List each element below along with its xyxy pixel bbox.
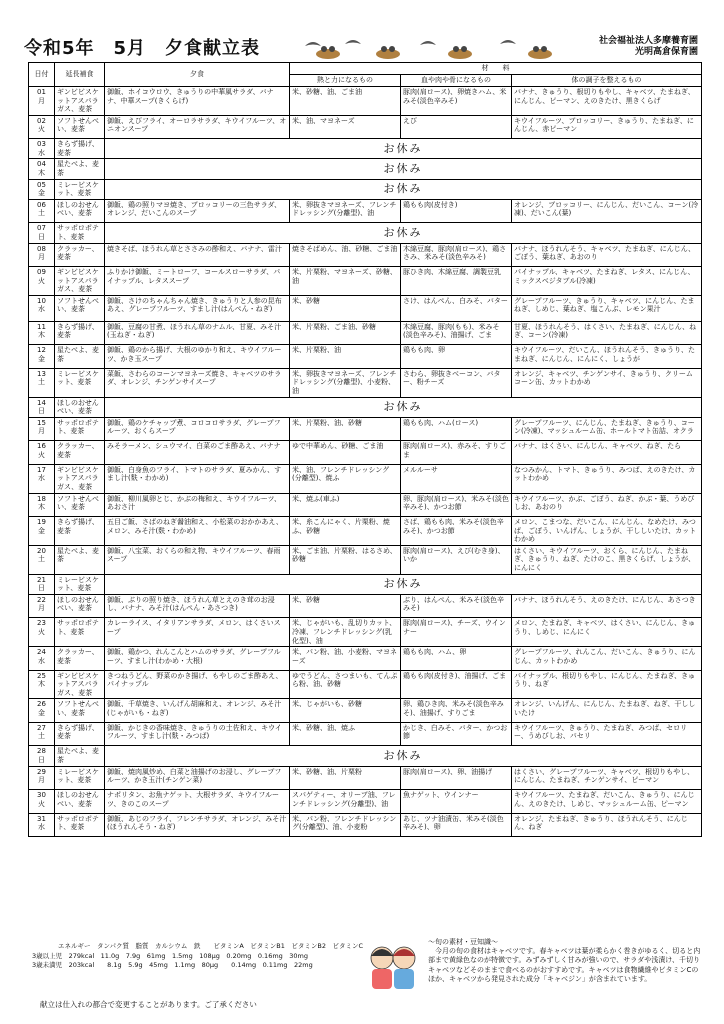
weekday: 木 <box>38 331 45 340</box>
date-number: 28 <box>37 747 46 756</box>
closed-label: お休み <box>105 397 702 417</box>
body-building-foods-cell: えび <box>401 115 512 139</box>
day-cell <box>29 699 55 723</box>
menu-row <box>29 417 702 441</box>
day-cell <box>29 267 55 296</box>
menu-row <box>29 517 702 546</box>
snack-cell: ミレービスケット、麦茶 <box>55 179 105 199</box>
date-number: 02 <box>37 116 46 125</box>
regulating-foods-cell: オレンジ、たまねぎ、きゅうり、ほうれんそう、にんじん、ねぎ <box>512 813 702 837</box>
day-cell <box>29 746 55 766</box>
menu-row <box>29 441 702 465</box>
menu-row <box>29 87 702 116</box>
body-building-foods-cell: さば、鶏もも肉、米みそ(淡色辛みそ)、かつお節 <box>401 517 512 546</box>
menu-row <box>29 493 702 517</box>
snack-cell: きらず揚げ、麦茶 <box>55 321 105 345</box>
body-building-foods-cell: 鶏もも肉(皮付き)、油揚げ、ごま <box>401 670 512 699</box>
regulating-foods-cell: オレンジ、キャベツ、チンゲンサイ、きゅうり、クリームコーン缶、カットわかめ <box>512 368 702 397</box>
regulating-foods-cell: メロン、たまねぎ、キャベツ、はくさい、にんじん、きゅうり、しめじ、にんにく <box>512 618 702 647</box>
header-red-group: 熱と力になるもの <box>290 75 401 87</box>
weekday: 金 <box>38 708 45 717</box>
weekday: 日 <box>38 407 45 416</box>
regulating-foods-cell: バナナ、ほうれんそう、えのきたけ、にんじん、あさつき <box>512 594 702 618</box>
body-building-foods-cell: 鶏もも肉、卵 <box>401 345 512 369</box>
day-cell <box>29 139 55 159</box>
body-building-foods-cell: さわら、卵抜きベーコン、バター、粉チーズ <box>401 368 512 397</box>
date-number: 21 <box>37 575 46 584</box>
date-number: 23 <box>37 619 46 628</box>
energy-foods-cell: 米、砂糖、油、片栗粉 <box>290 766 401 790</box>
menu-row <box>29 159 702 179</box>
weekday: 木 <box>38 680 45 689</box>
energy-foods-cell: 米、卵抜きマヨネーズ、フレンチドレッシング(分離型)、小麦粉、油 <box>290 368 401 397</box>
dinner-menu-cell: 御飯、あじのフライ、フレンチサラダ、オレンジ、みそ汁(ほうれんそう・ねぎ) <box>105 813 290 837</box>
date-number: 31 <box>37 814 46 823</box>
weekday: 木 <box>38 503 45 512</box>
snack-cell: 星たべよ、麦茶 <box>55 159 105 179</box>
page-title: 令和5年 5月 夕食献立表 <box>24 38 261 59</box>
bird-nest-illustration <box>300 36 580 60</box>
day-cell <box>29 397 55 417</box>
weekday: 日 <box>38 232 45 241</box>
day-cell <box>29 115 55 139</box>
tips-body: 今月の旬の食材はキャベツです。春キャベツは葉が柔らかく巻きがゆるく、切ると内部まで黄緑色なのが特徴です。みずみずしく甘みが強いので、サラダや浅漬け、千切りキャベツなどそのままで食べるのがおすすめです。キャベツは食物繊維やビタミンCのほか、キャベツから発見された成分「キャベジン」が含まれています。 <box>428 947 701 983</box>
date-number: 05 <box>37 180 46 189</box>
day-cell <box>29 813 55 837</box>
dinner-menu-cell: 御飯、白身魚のフライ、トマトのサラダ、夏みかん、すまし汁(麩・わかめ) <box>105 464 290 493</box>
energy-foods-cell: 米、油、マヨネーズ <box>290 115 401 139</box>
org-line-1: 社会福祉法人多摩養育園 <box>598 36 698 46</box>
snack-cell: ミレービスケット、麦茶 <box>55 368 105 397</box>
day-cell <box>29 766 55 790</box>
dinner-menu-cell: 御飯、鶏のケチャップ煮、コロコロサラダ、グレープフルーツ、おくらスープ <box>105 417 290 441</box>
weekday: 土 <box>38 555 45 564</box>
weekday: 土 <box>38 209 45 218</box>
children-illustration <box>360 936 426 994</box>
menu-row <box>29 766 702 790</box>
energy-foods-cell: 米、じゃがいも、乱切りカット、冷凍、フレンチドレッシング(乳化型)、油 <box>290 618 401 647</box>
closed-label: お休み <box>105 223 702 243</box>
energy-foods-cell: ゆでうどん、さつまいも、てんぷら粉、油、砂糖 <box>290 670 401 699</box>
snack-cell: ギンビビスケットアスパラガス、麦茶 <box>55 267 105 296</box>
regulating-foods-cell: キウイフルーツ、だいこん、ほうれんそう、きゅうり、たまねぎ、にんじん、にんにく、しょうが <box>512 345 702 369</box>
body-building-foods-cell: 卵、鶏ひき肉、米みそ(淡色辛みそ)、油揚げ、すりごま <box>401 699 512 723</box>
weekday: 水 <box>38 474 45 483</box>
regulating-foods-cell: バナナ、ほうれんそう、キャベツ、たまねぎ、にんじん、ごぼう、葉ねぎ、あおのり <box>512 243 702 267</box>
menu-row <box>29 368 702 397</box>
regulating-foods-cell: キウイフルーツ、きゅうり、たまねぎ、みつば、セロリー、うめびしお、パセリ <box>512 722 702 746</box>
energy-foods-cell: ゆで中華めん、砂糖、ごま油 <box>290 441 401 465</box>
weekday: 火 <box>38 276 45 285</box>
snack-cell: きらず揚げ、麦茶 <box>55 517 105 546</box>
dinner-menu-cell: 御飯、ホイコウロウ、きゅうりの中華風サラダ、バナナ、中華スープ(きくらげ) <box>105 87 290 116</box>
dinner-menu-cell: 御飯、鶏かつ、れんこんとハムのサラダ、グレープフルーツ、すまし汁(わかめ・大根) <box>105 647 290 671</box>
regulating-foods-cell: メロン、こまつな、だいこん、にんじん、なめたけ、みつば、ごぼう、いんげん、しょうが、干ししいたけ、カットわかめ <box>512 517 702 546</box>
date-number: 03 <box>37 140 46 149</box>
regulating-foods-cell: なつみかん、トマト、きゅうり、みつば、えのきたけ、カットわかめ <box>512 464 702 493</box>
date-number: 25 <box>37 671 46 680</box>
snack-cell: ソフトせんべい、麦茶 <box>55 699 105 723</box>
regulating-foods-cell: オレンジ、ブロッコリー、にんじん、だいこん、コーン(冷凍)、だいこん(葉) <box>512 199 702 223</box>
closed-label: お休み <box>105 159 702 179</box>
body-building-foods-cell: 豚肉(肩ロース)、赤みそ、すりごま <box>401 441 512 465</box>
date-number: 16 <box>37 442 46 451</box>
body-building-foods-cell: 卵、豚肉(肩ロース)、米みそ(淡色辛みそ)、かつお節 <box>401 493 512 517</box>
day-cell <box>29 199 55 223</box>
menu-row <box>29 618 702 647</box>
weekday: 水 <box>38 305 45 314</box>
snack-cell: ほしのおせんべい、麦茶 <box>55 594 105 618</box>
date-number: 09 <box>37 268 46 277</box>
body-building-foods-cell: 鶏もも肉、ハム(ロース) <box>401 417 512 441</box>
weekday: 金 <box>38 189 45 198</box>
footer <box>28 936 701 996</box>
date-number: 17 <box>37 465 46 474</box>
body-building-foods-cell: 鶏もも肉(皮付き) <box>401 199 512 223</box>
snack-cell: ギンビビスケットアスパラガス、麦茶 <box>55 464 105 493</box>
menu-table <box>28 62 702 837</box>
energy-foods-cell: 米、卵抜きマヨネーズ、フレンチドレッシング(分離型)、油 <box>290 199 401 223</box>
weekday: 土 <box>38 378 45 387</box>
day-cell <box>29 647 55 671</box>
regulating-foods-cell: キウイフルーツ、たまねぎ、だいこん、きゅうり、にんじん、えのきたけ、しめじ、マッシュルーム缶、ピーマン <box>512 790 702 814</box>
date-number: 26 <box>37 700 46 709</box>
body-building-foods-cell: 豚肉(肩ロース)、チーズ、ウインナー <box>401 618 512 647</box>
snack-cell: 星たべよ、麦茶 <box>55 746 105 766</box>
header-green-group: 体の調子を整えるもの <box>512 75 702 87</box>
date-number: 14 <box>37 398 46 407</box>
weekday: 月 <box>38 427 45 436</box>
weekday: 火 <box>38 125 45 134</box>
weekday: 金 <box>38 526 45 535</box>
dinner-menu-cell: みそラーメン、シュウマイ、白菜のごま酢あえ、バナナ <box>105 441 290 465</box>
nutrition-table: エネルギー タンパク質 脂質 カルシウム 鉄 ビタミンA ビタミンB1 ビタミンB2 ビタミンC 3歳以上児 279kcal 11.0g 7.9g 61mg 1.5mg 108μg 0.20mg 0.16mg 30mg 3歳未満児 203kcal 8.1g 5.9g 45mg 1.1mg 80μg 0.14mg 0.11mg 22mg <box>32 942 363 969</box>
menu-row <box>29 647 702 671</box>
date-number: 24 <box>37 648 46 657</box>
weekday: 水 <box>38 148 45 157</box>
day-cell <box>29 594 55 618</box>
energy-foods-cell: 米、片栗粉、ごま油、砂糖 <box>290 321 401 345</box>
menu-row <box>29 199 702 223</box>
body-building-foods-cell: 豚肉(肩ロース)、卵、油揚げ <box>401 766 512 790</box>
header-yellow-group: 血や肉や骨になるもの <box>401 75 512 87</box>
energy-foods-cell: 米、じゃがいも、砂糖 <box>290 699 401 723</box>
snack-cell: ソフトせんべい、麦茶 <box>55 295 105 321</box>
weekday: 日 <box>38 755 45 764</box>
regulating-foods-cell: グレープフルーツ、きゅうり、キャベツ、にんじん、たまねぎ、しめじ、葉ねぎ、塩こんぶ、レモン果汁 <box>512 295 702 321</box>
weekday: 木 <box>38 169 45 178</box>
body-building-foods-cell: ぶり、はんぺん、米みそ(淡色辛みそ) <box>401 594 512 618</box>
closed-label: お休み <box>105 179 702 199</box>
menu-row <box>29 397 702 417</box>
body-building-foods-cell: メルルーサ <box>401 464 512 493</box>
snack-cell: クラッカー、麦茶 <box>55 441 105 465</box>
date-number: 08 <box>37 244 46 253</box>
day-cell <box>29 295 55 321</box>
snack-cell: ミレービスケット、麦茶 <box>55 574 105 594</box>
dinner-menu-cell: 御飯、千草焼き、いんげん胡麻和え、オレンジ、みそ汁(じゃがいも・ねぎ) <box>105 699 290 723</box>
body-building-foods-cell: さけ、はんぺん、白みそ、バター <box>401 295 512 321</box>
weekday: 土 <box>38 732 45 741</box>
day-cell <box>29 87 55 116</box>
snack-cell: ソフトせんべい、麦茶 <box>55 115 105 139</box>
dinner-menu-cell: カレーライス、イタリアンサラダ、メロン、はくさいスープ <box>105 618 290 647</box>
header-dinner: 夕食 <box>105 63 290 87</box>
menu-row <box>29 139 702 159</box>
snack-cell: ギンビビスケットアスパラガス、麦茶 <box>55 87 105 116</box>
snack-cell: クラッカー、麦茶 <box>55 243 105 267</box>
snack-cell: サッポロポテト、麦茶 <box>55 417 105 441</box>
dinner-menu-cell: 御飯、柳川風卵とじ、かぶの梅和え、キウイフルーツ、あおさ汁 <box>105 493 290 517</box>
energy-foods-cell: 米、砂糖、油、焼ふ <box>290 722 401 746</box>
energy-foods-cell: 米、砂糖、油、ごま油 <box>290 87 401 116</box>
date-number: 04 <box>37 160 46 169</box>
date-number: 12 <box>37 346 46 355</box>
snack-cell: クラッカー、麦茶 <box>55 647 105 671</box>
org-line-2: 光明高倉保育園 <box>634 47 698 57</box>
tips-title: ～旬の素材・豆知識～ <box>428 938 498 946</box>
closed-label: お休み <box>105 139 702 159</box>
day-cell <box>29 464 55 493</box>
energy-foods-cell: 米、片栗粉、油、砂糖 <box>290 417 401 441</box>
energy-foods-cell: 米、焼ふ(車ふ) <box>290 493 401 517</box>
menu-row <box>29 223 702 243</box>
day-cell <box>29 493 55 517</box>
energy-foods-cell: 米、糸こんにゃく、片栗粉、焼ふ、砂糖 <box>290 517 401 546</box>
body-building-foods-cell: 豚ひき肉、木綿豆腐、調製豆乳 <box>401 267 512 296</box>
dinner-menu-cell: 菜飯、さわらのコーンマヨネーズ焼き、キャベツのサラダ、オレンジ、チンゲンサイスープ <box>105 368 290 397</box>
snack-cell: きらず揚げ、麦茶 <box>55 139 105 159</box>
dinner-menu-cell: 焼きそば、ほうれん草とささみの酢和え、バナナ、雷汁 <box>105 243 290 267</box>
weekday: 水 <box>38 823 45 832</box>
energy-foods-cell: 米、砂糖 <box>290 295 401 321</box>
day-cell <box>29 345 55 369</box>
body-building-foods-cell: かじき、白みそ、バター、かつお節 <box>401 722 512 746</box>
menu-row <box>29 813 702 837</box>
menu-row <box>29 790 702 814</box>
regulating-foods-cell: 甘夏、ほうれんそう、はくさい、たまねぎ、にんじん、ねぎ、コーン(冷凍) <box>512 321 702 345</box>
snack-cell: ほしのおせんべい、麦茶 <box>55 199 105 223</box>
day-cell <box>29 321 55 345</box>
change-notice: 献立は仕入れの都合で変更することがあります。ご了承ください <box>40 1000 257 1009</box>
body-building-foods-cell: あじ、ツナ油漬缶、米みそ(淡色辛みそ)、卵 <box>401 813 512 837</box>
menu-row <box>29 574 702 594</box>
regulating-foods-cell: パイナップル、根切りもやし、にんじん、たまねぎ、きゅうり、ねぎ <box>512 670 702 699</box>
dinner-menu-cell: 御飯、焼肉風炒め、白菜と油揚げのお浸し、グレープフルーツ、かき玉汁(チンゲン菜) <box>105 766 290 790</box>
date-number: 06 <box>37 200 46 209</box>
dinner-menu-cell: 御飯、ぶりの照り焼き、ほうれん草とえのき茸のお浸し、バナナ、みそ汁(はんぺん・あさつき) <box>105 594 290 618</box>
weekday: 金 <box>38 354 45 363</box>
regulating-foods-cell: バナナ、きゅうり、根切りもやし、キャベツ、たまねぎ、にんじん、ピーマン、えのきたけ、黒きくらげ <box>512 87 702 116</box>
snack-cell: ほしのおせんべい、麦茶 <box>55 397 105 417</box>
energy-foods-cell: 米、砂糖 <box>290 594 401 618</box>
snack-cell: ギンビビスケットアスパラガス、麦茶 <box>55 670 105 699</box>
weekday: 月 <box>38 604 45 613</box>
day-cell <box>29 441 55 465</box>
dinner-menu-cell: 御飯、鶏のから揚げ、大根のゆかり和え、キウイフルーツ、かき玉スープ <box>105 345 290 369</box>
energy-foods-cell: 米、油、フレンチドレッシング(分離型)、焼ふ <box>290 464 401 493</box>
energy-foods-cell: 米、ごま油、片栗粉、はるさめ、砂糖 <box>290 545 401 574</box>
weekday: 月 <box>38 776 45 785</box>
snack-cell: 星たべよ、麦茶 <box>55 545 105 574</box>
day-cell <box>29 417 55 441</box>
body-building-foods-cell: 豚肉(肩ロース)、卵焼きハム、米みそ(淡色辛みそ) <box>401 87 512 116</box>
regulating-foods-cell: グレープフルーツ、れんこん、だいこん、きゅうり、にんじん、カットわかめ <box>512 647 702 671</box>
menu-row <box>29 722 702 746</box>
date-number: 22 <box>37 595 46 604</box>
regulating-foods-cell: キウイフルーツ、ブロッコリー、きゅうり、たまねぎ、にんじん、赤ピーマン <box>512 115 702 139</box>
energy-foods-cell: 米、パン粉、油、小麦粉、マヨネーズ <box>290 647 401 671</box>
dinner-menu-cell: 五目ご飯、さばのねぎ醤油和え、小松菜のおかかあえ、メロン、みそ汁(麩・わかめ) <box>105 517 290 546</box>
header-day: 日付 <box>29 63 55 87</box>
menu-row <box>29 464 702 493</box>
dinner-menu-cell: 御飯、かじきの香味焼き、きゅうりの土佐和え、キウイフルーツ、すまし汁(麩・みつば) <box>105 722 290 746</box>
snack-cell: ほしのおせんべい、麦茶 <box>55 790 105 814</box>
menu-row <box>29 345 702 369</box>
day-cell <box>29 159 55 179</box>
menu-row <box>29 594 702 618</box>
weekday: 火 <box>38 627 45 636</box>
menu-row <box>29 295 702 321</box>
regulating-foods-cell: キウイフルーツ、かぶ、ごぼう、ねぎ、かぶ・葉、うめびしお、あおのり <box>512 493 702 517</box>
date-number: 30 <box>37 791 46 800</box>
regulating-foods-cell: グレープフルーツ、にんじん、たまねぎ、きゅうり、コーン(冷凍)、マッシュルーム缶、ホールトマト缶詰、オクラ <box>512 417 702 441</box>
date-number: 07 <box>37 224 46 233</box>
dinner-menu-cell: きつねうどん、野菜のかき揚げ、もやしのごま酢あえ、パイナップル <box>105 670 290 699</box>
date-number: 10 <box>37 296 46 305</box>
day-cell <box>29 368 55 397</box>
menu-row <box>29 699 702 723</box>
organization-name <box>599 36 698 58</box>
day-cell <box>29 670 55 699</box>
day-cell <box>29 517 55 546</box>
body-building-foods-cell: 木綿豆腐、豚肉(肩ロース)、鶏ささみ、米みそ(淡色辛みそ) <box>401 243 512 267</box>
menu-row <box>29 115 702 139</box>
dinner-menu-cell: ナポリタン、お魚ナゲット、大根サラダ、キウイフルーツ、きのこのスープ <box>105 790 290 814</box>
snack-cell: きらず揚げ、麦茶 <box>55 722 105 746</box>
energy-foods-cell: 米、片栗粉、マヨネーズ、砂糖、油 <box>290 267 401 296</box>
day-cell <box>29 574 55 594</box>
energy-foods-cell: 米、パン粉、フレンチドレッシング(分離型)、油、小麦粉 <box>290 813 401 837</box>
header-snack: 延長補食 <box>55 63 105 87</box>
menu-row <box>29 321 702 345</box>
menu-row <box>29 670 702 699</box>
body-building-foods-cell: 魚ナゲット、ウインナー <box>401 790 512 814</box>
energy-foods-cell: 米、片栗粉、油 <box>290 345 401 369</box>
day-cell <box>29 179 55 199</box>
dinner-menu-cell: 御飯、鶏の照りマヨ焼き、ブロッコリーの三色サラダ、オレンジ、だいこんのスープ <box>105 199 290 223</box>
dinner-menu-cell: 御飯、えびフライ、オーロラサラダ、キウイフルーツ、オニオンスープ <box>105 115 290 139</box>
date-number: 13 <box>37 369 46 378</box>
date-number: 01 <box>37 88 46 96</box>
menu-row <box>29 179 702 199</box>
dinner-menu-cell: 御飯、さけのちゃんちゃん焼き、きゅうりと人参の昆布あえ、グレープフルーツ、すまし汁(はんぺん・ねぎ) <box>105 295 290 321</box>
weekday: 火 <box>38 450 45 459</box>
dinner-menu-cell: 御飯、豆腐の甘煮、ほうれん草のナムル、甘夏、みそ汁(玉ねぎ・ねぎ) <box>105 321 290 345</box>
weekday: 水 <box>38 656 45 665</box>
weekday: 月 <box>38 253 45 262</box>
regulating-foods-cell: パイナップル、キャベツ、たまねぎ、レタス、にんじん、ミックスベジタブル(冷凍) <box>512 267 702 296</box>
day-cell <box>29 790 55 814</box>
body-building-foods-cell: 木綿豆腐、豚肉(もも)、米みそ(淡色辛みそ)、油揚げ、ごま <box>401 321 512 345</box>
seasonal-tips <box>428 938 701 984</box>
energy-foods-cell: スパゲティー、オリーブ油、フレンチドレッシング(分離型)、油 <box>290 790 401 814</box>
closed-label: お休み <box>105 574 702 594</box>
body-building-foods-cell: 豚肉(肩ロース)、えび(むき身)、いか <box>401 545 512 574</box>
date-number: 19 <box>37 518 46 527</box>
day-cell <box>29 545 55 574</box>
day-cell <box>29 618 55 647</box>
date-number: 20 <box>37 546 46 555</box>
weekday: 火 <box>38 799 45 808</box>
menu-row <box>29 243 702 267</box>
menu-row <box>29 545 702 574</box>
day-cell <box>29 722 55 746</box>
day-cell <box>29 223 55 243</box>
date-number: 18 <box>37 494 46 503</box>
energy-foods-cell: 焼きそばめん、油、砂糖、ごま油 <box>290 243 401 267</box>
snack-cell: サッポロポテト、麦茶 <box>55 618 105 647</box>
regulating-foods-cell: はくさい、キウイフルーツ、おくら、にんじん、たまねぎ、きゅうり、ねぎ、たけのこ、黒きくらげ、しょうが、にんにく <box>512 545 702 574</box>
header-ingredients: 材 料 <box>290 63 702 75</box>
weekday: 月 <box>38 96 45 105</box>
date-number: 29 <box>37 767 46 776</box>
snack-cell: サッポロポテト、麦茶 <box>55 813 105 837</box>
regulating-foods-cell: バナナ、はくさい、にんじん、キャベツ、ねぎ、たら <box>512 441 702 465</box>
snack-cell: サッポロポテト、麦茶 <box>55 223 105 243</box>
snack-cell: ソフトせんべい、麦茶 <box>55 493 105 517</box>
date-number: 11 <box>37 322 46 331</box>
closed-label: お休み <box>105 746 702 766</box>
snack-cell: 星たべよ、麦茶 <box>55 345 105 369</box>
menu-row <box>29 267 702 296</box>
body-building-foods-cell: 鶏もも肉、ハム、卵 <box>401 647 512 671</box>
menu-row <box>29 746 702 766</box>
day-cell <box>29 243 55 267</box>
weekday: 日 <box>38 584 45 593</box>
dinner-menu-cell: 御飯、八宝菜、おくらの和え物、キウイフルーツ、春雨スープ <box>105 545 290 574</box>
date-number: 27 <box>37 723 46 732</box>
regulating-foods-cell: オレンジ、いんげん、にんじん、たまねぎ、ねぎ、干ししいたけ <box>512 699 702 723</box>
snack-cell: ミレービスケット、麦茶 <box>55 766 105 790</box>
dinner-menu-cell: ふりかけ御飯、ミートローフ、コールスローサラダ、パイナップル、レタススープ <box>105 267 290 296</box>
regulating-foods-cell: はくさい、グレープフルーツ、キャベツ、根切りもやし、にんじん、たまねぎ、チンゲンサイ、ピーマン <box>512 766 702 790</box>
date-number: 15 <box>37 418 46 427</box>
